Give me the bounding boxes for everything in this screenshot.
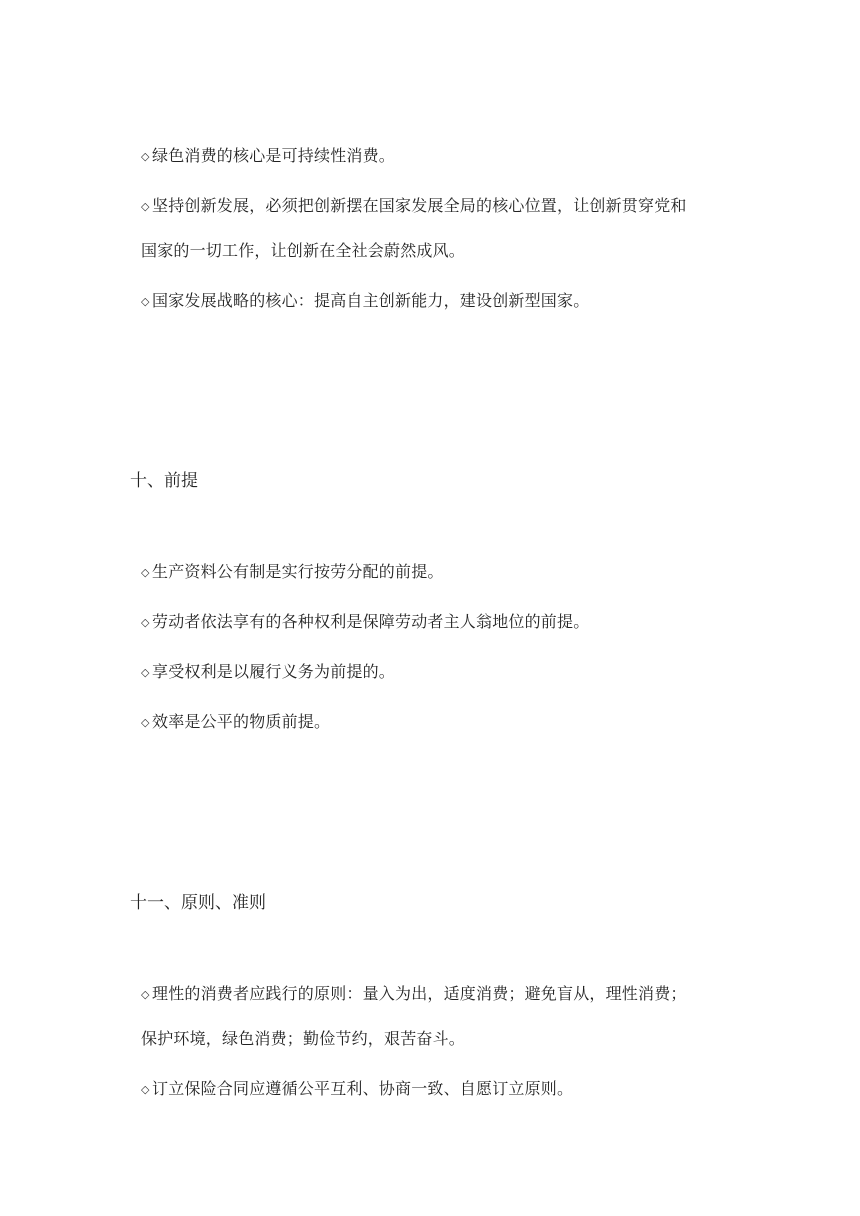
list-item-text: 理性的消费者应践行的原则：量入为出，适度消费；避免盲从，理性消费； — [152, 984, 687, 1003]
diamond-bullet-icon: ◇ — [141, 716, 150, 729]
list-item — [141, 146, 395, 167]
diamond-bullet-icon: ◇ — [141, 666, 150, 679]
list-item — [141, 291, 589, 312]
section-heading: 十、前提 — [130, 471, 198, 491]
diamond-bullet-icon: ◇ — [141, 616, 150, 629]
list-item-text: 劳动者依法享有的各种权利是保障劳动者主人翁地位的前提。 — [152, 612, 590, 631]
list-item — [141, 562, 444, 583]
diamond-bullet-icon: ◇ — [141, 988, 150, 1001]
list-item — [141, 196, 687, 217]
section-heading: 十一、原则、准则 — [130, 893, 266, 913]
diamond-bullet-icon: ◇ — [141, 295, 150, 308]
list-item-text: 效率是公平的物质前提。 — [152, 712, 331, 731]
list-item-text: 国家发展战略的核心：提高自主创新能力，建设创新型国家。 — [152, 291, 590, 310]
list-item-text: 享受权利是以履行义务为前提的。 — [152, 662, 396, 681]
list-item-text: 订立保险合同应遵循公平互利、协商一致、自愿订立原则。 — [152, 1079, 574, 1098]
list-item-continuation — [141, 241, 465, 261]
diamond-bullet-icon: ◇ — [141, 150, 150, 163]
diamond-bullet-icon: ◇ — [141, 566, 150, 579]
list-item-text: 国家的一切工作，让创新在全社会蔚然成风。 — [141, 241, 466, 260]
list-item-text: 保护环境，绿色消费；勤俭节约，艰苦奋斗。 — [141, 1029, 466, 1048]
list-item — [141, 662, 395, 683]
list-item — [141, 612, 589, 633]
diamond-bullet-icon: ◇ — [141, 1083, 150, 1096]
list-item — [141, 1079, 573, 1100]
list-item-text: 生产资料公有制是实行按劳分配的前提。 — [152, 562, 444, 581]
list-item — [141, 712, 330, 733]
diamond-bullet-icon: ◇ — [141, 200, 150, 213]
list-item — [141, 984, 687, 1005]
list-item-text: 坚持创新发展，必须把创新摆在国家发展全局的核心位置，让创新贯穿党和 — [152, 196, 687, 215]
list-item-text: 绿色消费的核心是可持续性消费。 — [152, 146, 396, 165]
list-item-continuation — [141, 1029, 465, 1049]
